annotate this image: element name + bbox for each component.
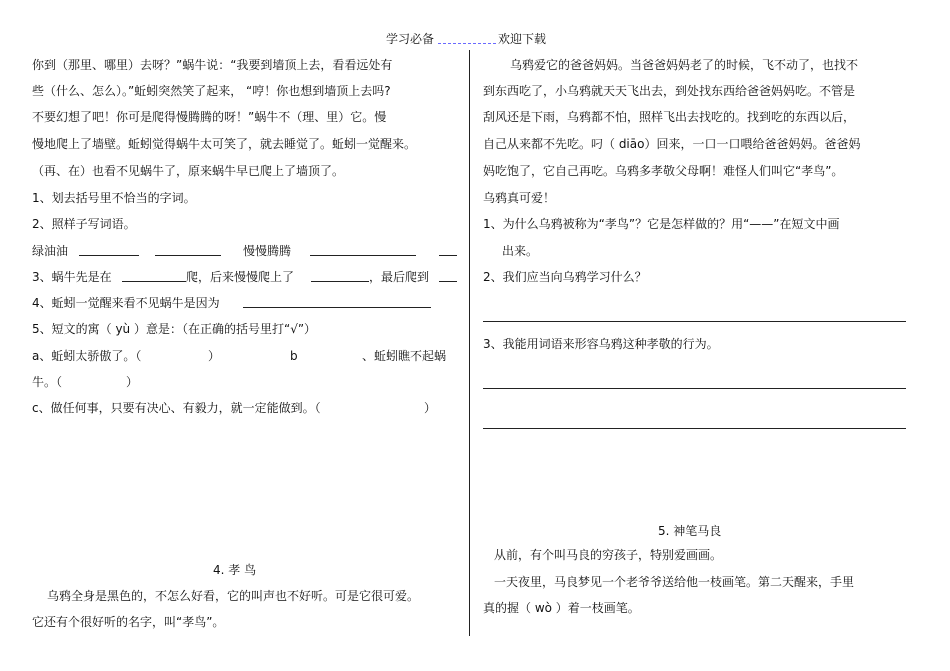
header-left: 学习必备 [386, 32, 435, 46]
story-line: 你到（那里、哪里）去呀？”蜗牛说：“我要到墙顶上去，看看远处有 [32, 58, 393, 72]
q3-text-a: 3、蜗牛先是在 [32, 270, 112, 284]
header-dashed-line [438, 43, 496, 44]
story-line: 慢地爬上了墙壁。蚯蚓觉得蜗牛太可笑了，就去睡觉了。蚯蚓一觉醒来。 [32, 137, 417, 151]
crow-story-line: 乌鸦真可爱！ [483, 191, 556, 205]
crow-question-1: 1、为什么乌鸦被称为“孝鸟”？它是怎样做的？用“——”在短文中画 [483, 217, 840, 231]
option-c: c、做任何事，只要有决心、有毅力，就一定能做到。（ [32, 401, 321, 415]
page-header [386, 30, 547, 47]
crow-story-line: 到东西吃了，小乌鸦就天天飞出去，到处找东西给爸爸妈妈吃。不管是 [483, 84, 856, 98]
crow-story-line: 妈吃饱了，它自己再吃。乌鸦多孝敬父母啊！难怪人们叫它“孝鸟”。 [483, 164, 844, 178]
maliang-line: 真的握（ wò ）着一枝画笔。 [483, 601, 640, 615]
section-title-4: 4. 孝 鸟 [213, 563, 257, 577]
crow-question-3: 3、我能用词语来形容乌鸦这种孝敬的行为。 [483, 337, 719, 351]
column-divider [469, 50, 470, 636]
option-a: a、蚯蚓太骄傲了。（ [32, 349, 142, 363]
question-2-example [32, 244, 68, 258]
crow-question-2: 2、我们应当向乌鸦学习什么？ [483, 270, 647, 284]
answer-blank[interactable] [310, 244, 416, 256]
q3-text-b: 爬，后来慢慢爬上了 [186, 270, 295, 284]
maliang-line: 从前，有个叫马良的穷孩子，特别爱画画。 [494, 548, 723, 562]
crow-story-line: 刮风还是下雨，乌鸦都不怕，照样飞出去找吃的。找到吃的东西以后， [483, 110, 856, 124]
option-b-label: b [290, 349, 298, 363]
answer-blank[interactable] [122, 270, 186, 282]
header-right: 欢迎下载 [498, 32, 547, 46]
story4-line: 它还有个很好听的名字，叫“孝鸟”。 [32, 615, 225, 629]
question-4: 4、蚯蚓一觉醒来看不见蜗牛是因为 [32, 296, 220, 310]
answer-line[interactable] [483, 321, 906, 322]
question-5: 5、短文的寓（ yù ）意是：（在正确的括号里打“√”） [32, 322, 317, 336]
section-title-5: 5. 神笔马良 [658, 524, 722, 538]
example-word: 绿油油 [32, 244, 69, 258]
answer-blank[interactable] [243, 296, 431, 308]
maliang-line: 一天夜里，马良梦见一个老爷爷送给他一枝画笔。第二天醒来，手里 [494, 575, 855, 589]
answer-blank[interactable] [79, 244, 139, 256]
answer-blank[interactable] [439, 270, 457, 282]
question-2: 2、照样子写词语。 [32, 217, 136, 231]
crow-story-line: 乌鸦爱它的爸爸妈妈。当爸爸妈妈老了的时候，飞不动了，也找不 [510, 58, 859, 72]
question-3 [32, 270, 112, 284]
option-b-close: ） [126, 375, 139, 389]
story-line: （再、在）也看不见蜗牛了，原来蜗牛早已爬上了墙顶了。 [32, 164, 345, 178]
question-1: 1、划去括号里不恰当的字词。 [32, 191, 196, 205]
option-b-cont: 牛。（ [32, 375, 63, 389]
q3-text-c: ，最后爬到 [369, 270, 430, 284]
crow-question-1-cont: 出来。 [502, 244, 539, 258]
answer-blank[interactable] [439, 244, 457, 256]
answer-blank[interactable] [311, 270, 369, 282]
answer-blank[interactable] [155, 244, 221, 256]
story-line: 些（什么、怎么）。”蚯蚓突然笑了起来， “哼！你也想到墙顶上去吗? [32, 84, 391, 98]
crow-story-line: 自己从来都不先吃。叼（ diāo）回来，一口一口喂给爸爸妈妈。爸爸妈 [483, 137, 861, 151]
example-word: 慢慢腾腾 [243, 244, 292, 258]
option-c-close: ） [424, 401, 437, 415]
answer-line[interactable] [483, 388, 906, 389]
answer-line[interactable] [483, 428, 906, 429]
story-line: 不要幻想了吧！你可是爬得慢腾腾的呀！”蜗牛不（理、里）它。慢 [32, 110, 387, 124]
option-a-close: ） [208, 349, 221, 363]
story4-line: 乌鸦全身是黑色的，不怎么好看，它的叫声也不好听。可是它很可爱。 [47, 589, 420, 603]
option-b: 、蚯蚓瞧不起蜗 [362, 349, 447, 363]
